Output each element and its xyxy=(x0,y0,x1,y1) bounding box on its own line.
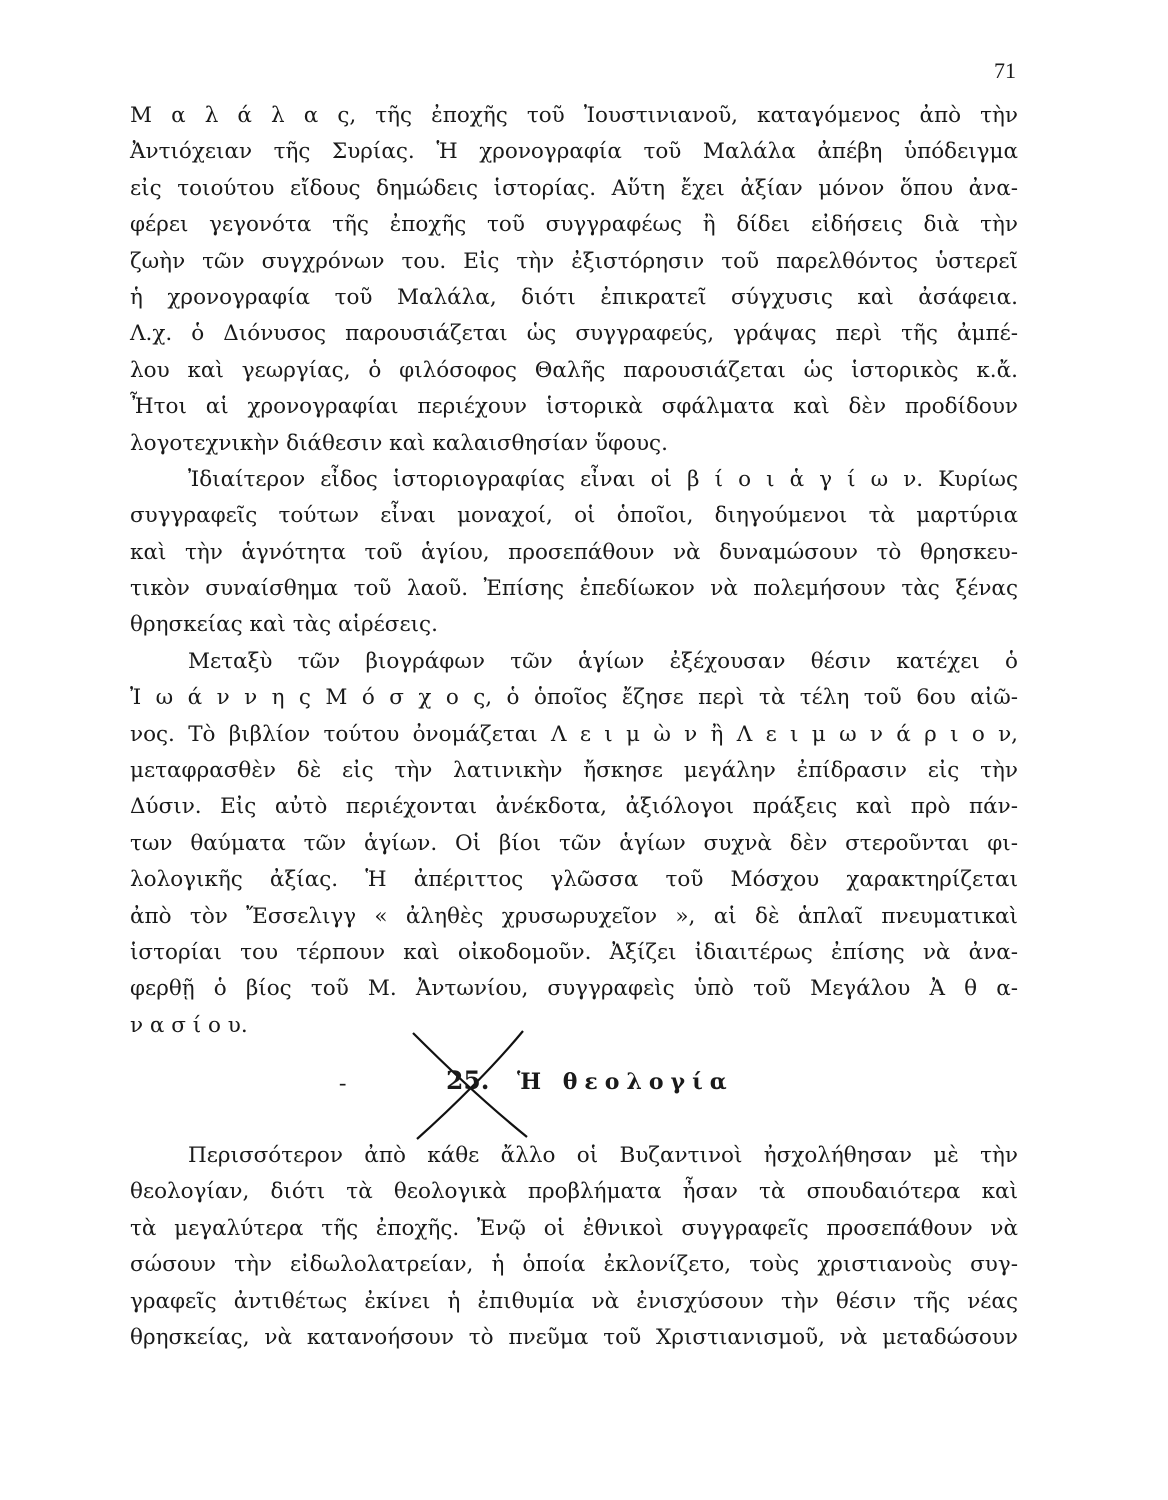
text-line: εἰς τοιούτου εἴδους δημώδεις ἱστορίας. Αὕτη ἔχει ἀξίαν μόνον ὅπου ἀνα- xyxy=(130,175,1018,201)
body-text-upper xyxy=(130,98,1018,1044)
text-line: φέρει γεγονότα τῆς ἐποχῆς τοῦ συγγραφέως ἢ δίδει εἰδήσεις διὰ τὴν xyxy=(130,212,1018,238)
text-line: σώσουν τὴν εἰδωλολατρείαν, ἡ ὁποία ἐκλονίζετο, τοὺς χριστιανοὺς συγ- xyxy=(130,1252,1018,1278)
text-line: μεταφρασθὲν δὲ εἰς τὴν λατινικὴν ἤσκησε μεγάλην ἐπίδρασιν εἰς τὴν xyxy=(130,758,1018,784)
text-line: Ἰδιαίτερον εἶδος ἱστοριογραφίας εἶναι οἱ β ί ο ι ἁ γ ί ω ν. Κυρίως xyxy=(188,466,1018,492)
text-line: Ἰ ω ά ν ν η ς Μ ό σ χ ο ς, ὁ ὁποῖος ἔζησε περὶ τὰ τέλη τοῦ 6ου αἰῶ- xyxy=(130,685,1018,711)
text-line: λου καὶ γεωργίας, ὁ φιλόσοφος Θαλῆς παρουσιάζεται ὡς ἱστορικὸς κ.ἄ. xyxy=(130,357,1018,383)
section-title: Ἡ θεολογία xyxy=(517,1069,734,1095)
text-line: Ἀντιόχειαν τῆς Συρίας. Ἡ χρονογραφία τοῦ Μαλάλα ἀπέβη ὑπόδειγμα xyxy=(130,139,1018,165)
text-line: Λ.χ. ὁ Διόνυσος παρουσιάζεται ὡς συγγραφεύς, γράψας περὶ τῆς ἀμπέ- xyxy=(130,321,1018,347)
text-line: νος. Τὸ βιβλίον τούτου ὀνομάζεται Λ ε ι μ ὼ ν ἢ Λ ε ι μ ω ν ά ρ ι ο ν, xyxy=(130,721,1018,747)
section-number: 25. xyxy=(446,1066,490,1095)
text-line: καὶ τὴν ἁγνότητα τοῦ ἁγίου, προσεπάθουν νὰ δυναμώσουν τὸ θρησκευ- xyxy=(130,539,1018,565)
page-number: 71 xyxy=(994,58,1016,83)
text-line: Μεταξὺ τῶν βιογράφων τῶν ἁγίων ἐξέχουσαν θέσιν κατέχει ὁ xyxy=(188,648,1018,674)
text-line: ἀπὸ τὸν Ἔσσελιγγ « ἀληθὲς χρυσωρυχεῖον », αἱ δὲ ἁπλαῖ πνευματικαὶ xyxy=(130,903,1018,929)
body-text-lower xyxy=(130,1138,1018,1356)
text-line: Περισσότερον ἀπὸ κάθε ἄλλο οἱ Βυζαντινοὶ ἠσχολήθησαν μὲ τὴν xyxy=(188,1143,1018,1168)
text-line: ἡ χρονογραφία τοῦ Μαλάλα, διότι ἐπικρατεῖ σύγχυσις καὶ ἀσάφεια. xyxy=(130,284,1018,310)
text-line: ἱστορίαι του τέρπουν καὶ οἰκοδομοῦν. Ἀξίζει ἰδιαιτέρως ἐπίσης νὰ ἀνα- xyxy=(130,939,1018,965)
text-line: τὰ μεγαλύτερα τῆς ἐποχῆς. Ἐνῷ οἱ ἐθνικοὶ συγγραφεῖς προσεπάθουν νὰ xyxy=(130,1215,1018,1241)
text-line: τικὸν συναίσθημα τοῦ λαοῦ. Ἐπίσης ἐπεδίωκον νὰ πολεμήσουν τὰς ξένας xyxy=(130,576,1018,602)
text-line: συγγραφεῖς τούτων εἶναι μοναχοί, οἱ ὁποῖοι, διηγούμενοι τὰ μαρτύρια xyxy=(130,503,1018,529)
text-line: Ἦτοι αἱ χρονογραφίαι περιέχουν ἱστορικὰ σφάλματα καὶ δὲν προδίδουν xyxy=(130,394,1018,420)
text-line: θεολογίαν, διότι τὰ θεολογικὰ προβλήματα ἦσαν τὰ σπουδαιότερα καὶ xyxy=(130,1179,1018,1205)
text-line: γραφεῖς ἀντιθέτως ἐκίνει ἡ ἐπιθυμία νὰ ἐνισχύσουν τὴν θέσιν τῆς νέας xyxy=(130,1288,1018,1314)
text-line: ν α σ ί ο υ. xyxy=(130,1012,248,1038)
text-line: Μ α λ ά λ α ς, τῆς ἐποχῆς τοῦ Ἰουστινιανοῦ, καταγόμενος ἀπὸ τὴν xyxy=(130,103,1018,128)
text-line: των θαύματα τῶν ἁγίων. Οἱ βίοι τῶν ἁγίων συχνὰ δὲν στεροῦνται φι- xyxy=(130,830,1018,856)
text-line: λολογικῆς ἀξίας. Ἡ ἀπέριττος γλῶσσα τοῦ Μόσχου χαρακτηρίζεται xyxy=(130,867,1018,893)
text-line: θρησκείας καὶ τὰς αἱρέσεις. xyxy=(130,612,438,638)
text-line: φερθῇ ὁ βίος τοῦ Μ. Ἀντωνίου, συγγραφεὶς ὑπὸ τοῦ Μεγάλου Ἀ θ α- xyxy=(130,976,1018,1002)
text-line: Δύσιν. Εἰς αὐτὸ περιέχονται ἀνέκδοτα, ἀξιόλογοι πράξεις καὶ πρὸ πάν- xyxy=(130,794,1018,820)
text-line: θρησκείας, νὰ κατανοήσουν τὸ πνεῦμα τοῦ Χριστιανισμοῦ, νὰ μεταδώσουν xyxy=(130,1324,1018,1350)
heading-dash: - xyxy=(339,1070,347,1095)
text-line: ζωὴν τῶν συγχρόνων του. Εἰς τὴν ἐξιστόρησιν τοῦ παρελθόντος ὑστερεῖ xyxy=(130,248,1018,274)
text-line: λογοτεχνικὴν διάθεσιν καὶ καλαισθησίαν ὕφους. xyxy=(130,430,668,456)
